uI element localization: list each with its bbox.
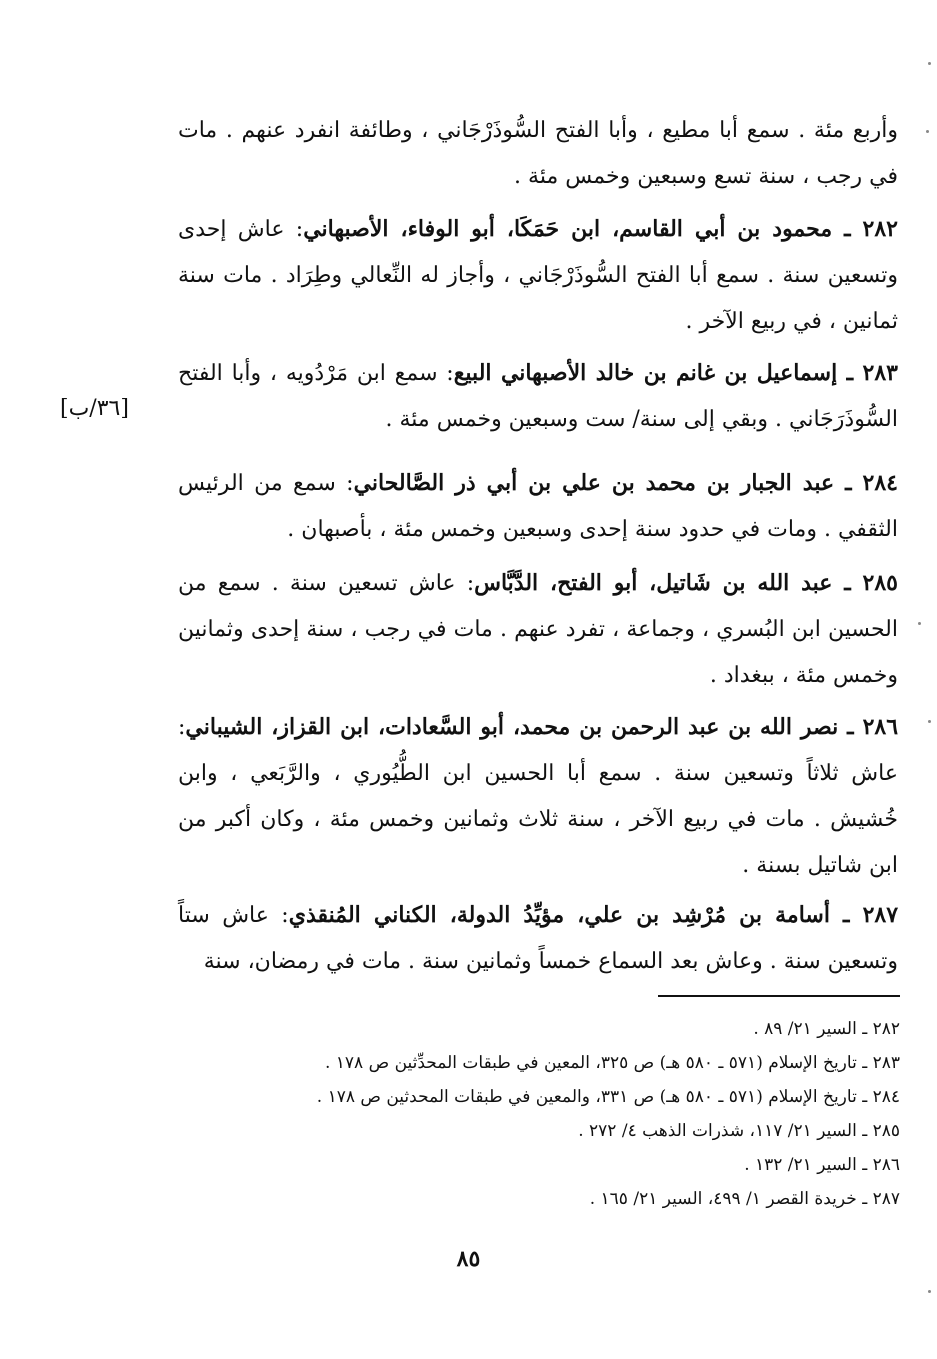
entry-286: ٢٨٦ ـ نصر الله بن عبد الرحمن بن محمد، أبو السَّعادات، ابن القزاز، الشيباني: عاش ثلاثاً وتسعين سنة . سمع أبا الحسين ابن الطُّيُوري ، والرَّبَعي ، وابن خُشيش . مات في ربيع الآخر ، سنة ثلاث وثمانين وخمس مئة ، وكان أكبر من ابن شاتيل بسنة .	[178, 714, 899, 878]
page-number: ٨٥	[456, 1246, 481, 1272]
footnote: ٢٨٧ ـ خريدة القصر ١/ ٤٩٩، السير ٢١/ ١٦٥ .	[589, 1189, 900, 1209]
entry-number: ٢٨٥	[862, 570, 898, 596]
entry-number: ٢٨٣	[862, 360, 898, 386]
entry-text: : عاش ستاً وتسعين سنة . وعاش بعد السماع خمساً وثمانين سنة . مات في رمضان، سنة	[178, 903, 898, 974]
footnote: ٢٨٤ ـ تاريخ الإسلام (٥٧١ ـ ٥٨٠ هـ) ص ٣٣١، والمعين في طبقات المحدثين ص ١٧٨ .	[316, 1087, 900, 1107]
footnote-separator	[658, 995, 900, 997]
entry-284: ٢٨٤ ـ عبد الجبار بن محمد بن علي بن أبي ذر الصَّالحاني: سمع من الرئيس الثقفي . ومات في حدود سنة إحدى وسبعين وخمس مئة ، بأصبهان .	[178, 470, 898, 542]
entry-287: ٢٨٧ ـ أسامة بن مُرْشِد بن علي، مؤيِّدُ الدولة، الكناني المُنقذي: عاش ستاً وتسعين سنة . وعاش بعد السماع خمساً وثمانين سنة . مات في رمضان، سنة	[178, 902, 899, 974]
entry-number: ٢٨٢	[862, 216, 898, 242]
manuscript-folio-marker: [٣٦/ب]	[60, 396, 129, 421]
entry-name: عبد الجبار بن محمد بن علي بن أبي ذر الصَّالحاني	[353, 470, 835, 496]
entry-number: ٢٨٦	[862, 714, 899, 740]
footnote: ٢٨٢ ـ السير ٢١/ ٨٩ .	[753, 1019, 900, 1039]
entry-text: : سمع من الرئيس الثقفي . ومات في حدود سنة إحدى وسبعين وخمس مئة ، بأصبهان .	[178, 471, 898, 542]
entry-text: : سمع ابن مَرْدُويه ، وأبا الفتح السُّوذَرَجَاني . وبقي إلى سنة/ ست وسبعين وخمس مئة .	[178, 361, 898, 432]
footnote: ٢٨٦ ـ السير ٢١/ ١٣٢ .	[744, 1155, 900, 1175]
scan-speck	[928, 720, 931, 723]
entry-285: ٢٨٥ ـ عبد الله بن شَاتيل، أبو الفتح، الدَّبَّاس: عاش تسعين سنة . سمع من الحسين ابن البُسري ، وجماعة ، تفرد عنهم . مات في رجب ، سنة إحدى وثمانين وخمس مئة ، ببغداد .	[178, 570, 898, 688]
entry-282: ٢٨٢ ـ محمود بن أبي القاسم، ابن حَمَكَا، أبو الوفاء، الأصبهاني: عاش إحدى وتسعين سنة . سمع أبا الفتح السُّوذَرْجَاني ، وأجاز له النِّعالي وطِرَاد . مات سنة ثمانين ، في ربيع الآخر .	[178, 216, 898, 334]
scan-speck	[926, 130, 929, 133]
entry-name: أسامة بن مُرْشِد بن علي، مؤيِّدُ الدولة، الكناني المُنقذي	[288, 902, 830, 928]
entry-text: : عاش تسعين سنة . سمع من الحسين ابن البُسري ، وجماعة ، تفرد عنهم . مات في رجب ، سنة إحدى وثمانين وخمس مئة ، ببغداد .	[178, 571, 898, 688]
entry-name: إسماعيل بن غانم بن خالد الأصبهاني البيع	[453, 360, 838, 386]
entry-text: : عاش ثلاثاً وتسعين سنة . سمع أبا الحسين ابن الطُّيُوري ، والرَّبَعي ، وابن خُشيش . مات في ربيع الآخر ، سنة ثلاث وثمانين وخمس مئة ، وكان أكبر من ابن شاتيل بسنة .	[178, 715, 898, 878]
entry-number: ٢٨٧	[862, 902, 899, 928]
entry-number: ٢٨٤	[862, 470, 898, 496]
entry-283: ٢٨٣ ـ إسماعيل بن غانم بن خالد الأصبهاني البيع: سمع ابن مَرْدُويه ، وأبا الفتح السُّوذَرَجَاني . وبقي إلى سنة/ ست وسبعين وخمس مئة .	[178, 360, 898, 432]
entry-name: محمود بن أبي القاسم، ابن حَمَكَا، أبو الوفاء، الأصبهاني	[303, 216, 833, 242]
entry-name: عبد الله بن شَاتيل، أبو الفتح، الدَّبَّاس	[474, 570, 833, 596]
continuation-paragraph	[178, 108, 898, 200]
scan-speck	[928, 62, 931, 65]
scan-speck	[928, 1290, 931, 1293]
scan-speck	[918, 622, 921, 625]
footnote: ٢٨٣ ـ تاريخ الإسلام (٥٧١ ـ ٥٨٠ هـ) ص ٣٢٥، المعين في طبقات المحدِّثين ص ١٧٨ .	[324, 1053, 900, 1073]
continuation-text: وأربع مئة . سمع أبا مطيع ، وأبا الفتح السُّوذَرْجَاني ، وطائفة انفرد عنهم . مات في رجب ، سنة تسع وسبعين وخمس مئة .	[178, 118, 898, 189]
footnotes	[178, 1012, 900, 1216]
entry-name: نصر الله بن عبد الرحمن بن محمد، أبو السَّعادات، ابن القزاز، الشيباني	[185, 714, 839, 740]
footnote: ٢٨٥ ـ السير ٢١/ ١١٧، شذرات الذهب ٤/ ٢٧٢ .	[578, 1121, 900, 1141]
entry-text: : عاش إحدى وتسعين سنة . سمع أبا الفتح السُّوذَرْجَاني ، وأجاز له النِّعالي وطِرَاد . مات سنة ثمانين ، في ربيع الآخر .	[178, 217, 898, 334]
